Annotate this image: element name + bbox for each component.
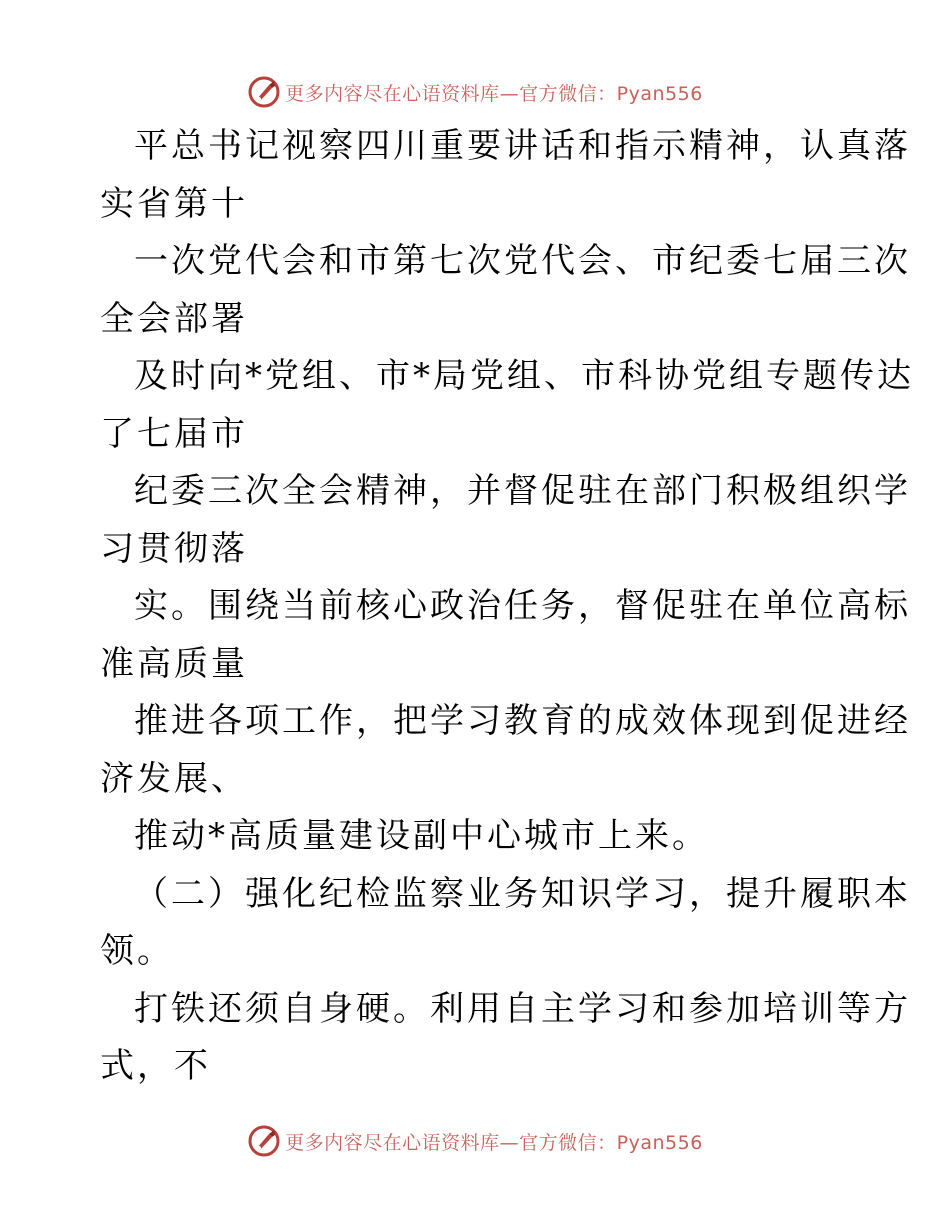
section-heading: （二）强化纪检监察业务知识学习，提升履职本: [134, 873, 911, 914]
body-line: 实。围绕当前核心政治任务，督促驻在单位高标: [134, 586, 911, 626]
body-line: 推进各项工作，把学习教育的成效体现到促进经: [134, 701, 911, 741]
body-line: 实省第十: [100, 183, 248, 224]
body-line: 全会部署: [100, 298, 248, 339]
document-body: [100, 118, 914, 1096]
body-line: 济发展、: [100, 758, 248, 799]
header-banner: [0, 72, 950, 112]
pen-nib-logo-icon: [247, 75, 281, 109]
body-line: 平总书记视察四川重要讲话和指示精神，认真落: [134, 126, 911, 166]
body-line: 习贯彻落: [100, 528, 248, 569]
body-line: 打铁还须自身硬。利用自主学习和参加培训等方: [134, 988, 911, 1029]
body-line: 了七届市: [100, 413, 248, 454]
body-line: 一次党代会和市第七次党代会、市纪委七届三次: [134, 241, 911, 281]
body-line: 及时向*党组、市*局党组、市科协党组专题传达: [134, 356, 914, 396]
pen-nib-logo-icon: [247, 1124, 281, 1158]
body-line: 式，不: [100, 1046, 211, 1086]
header-banner-text: 更多内容尽在心语资料库—官方微信：Pyan556: [285, 82, 703, 105]
body-line: 准高质量: [100, 643, 248, 684]
body-line: 纪委三次全会精神，并督促驻在部门积极组织学: [134, 471, 911, 511]
footer-banner: [0, 1121, 950, 1161]
footer-banner-text: 更多内容尽在心语资料库—官方微信：Pyan556: [285, 1131, 703, 1154]
body-line: 领。: [100, 931, 174, 971]
body-line: 推动*高质量建设副中心城市上来。: [134, 816, 709, 856]
